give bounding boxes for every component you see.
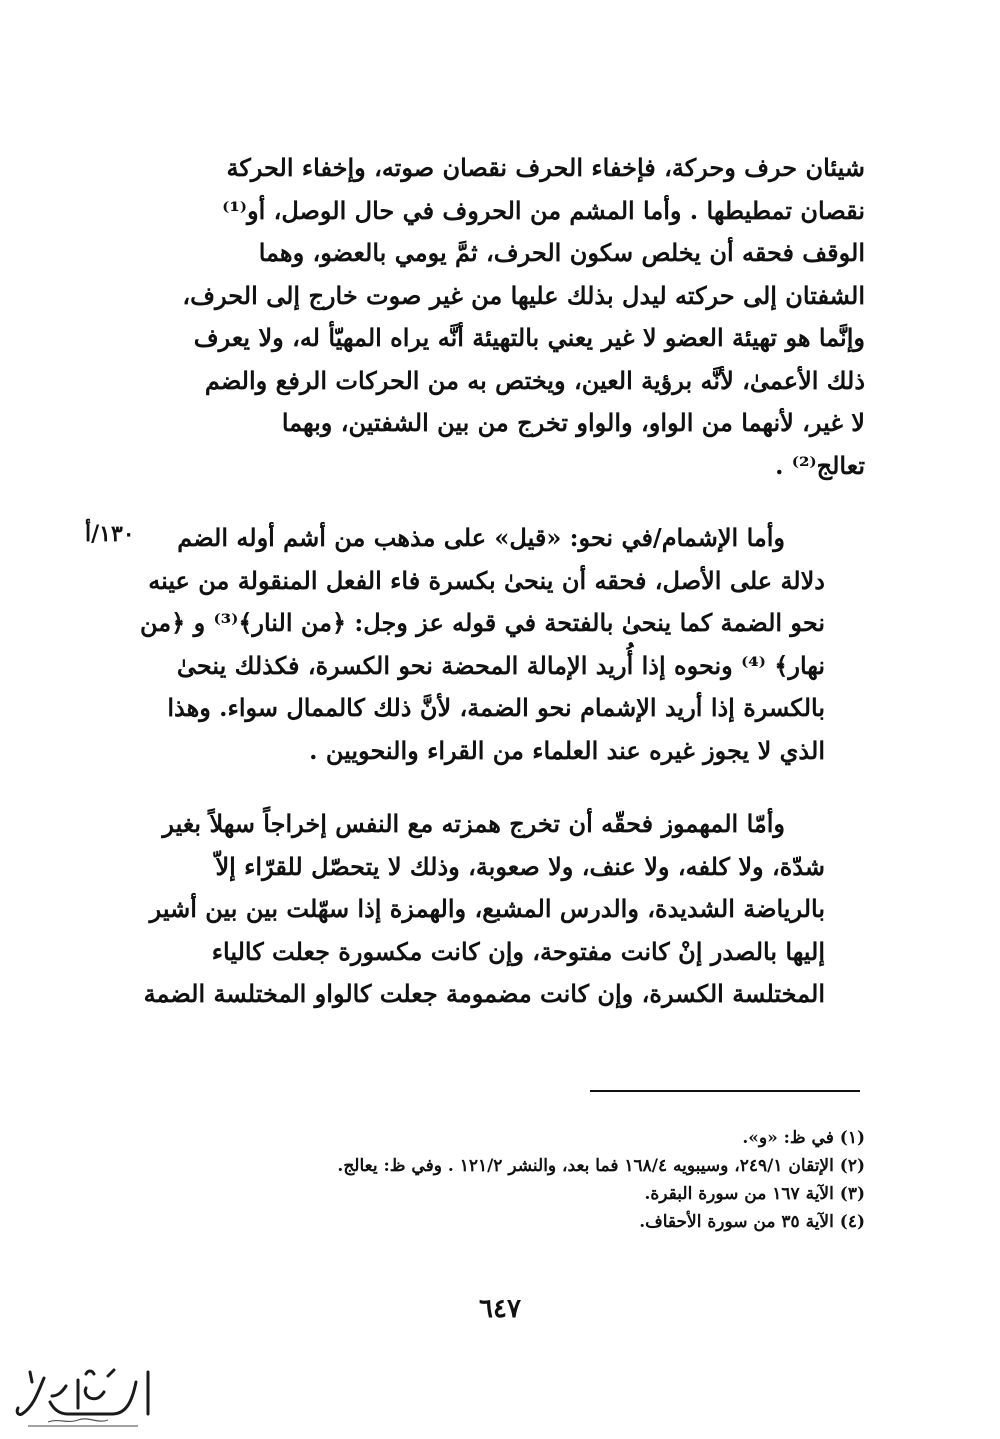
text-line: وأمّا المهموز فحقّه أن تخرج همزته مع النفس إخراجاً سهلاً بغير [162, 809, 785, 838]
text-line: إليها بالصدر إنْ كانت مفتوحة، وإن كانت مكسورة جعلت كالياء [211, 936, 825, 966]
page-number: ٦٤٧ [479, 1294, 521, 1324]
footnote-2: (٢) الإتقان ٢٤٩/١، وسيبويه ١٦٨/٤ فما بعد، والنشر ١٢١/٢ . وفي ظ: يعالج. [337, 1156, 865, 1176]
footnote-4: (٤) الآية ٣٥ من سورة الأحقاف. [639, 1212, 865, 1232]
text-line: لا غير، لأنهما من الواو، والواو تخرج من بين الشفتين، وبهما [281, 408, 865, 437]
paragraph-2 [140, 517, 865, 772]
text-line: شيئان حرف وحركة، فإخفاء الحرف نقصان صوته، وإخفاء الحركة [226, 153, 865, 182]
footnote-3: (٣) الآية ١٦٧ من سورة البقرة. [644, 1184, 865, 1204]
text-line: تعالج⁽²⁾ . [775, 450, 865, 480]
margin-manuscript-reference: ١٣٠/أ [85, 521, 135, 547]
text-line: ذلك الأعمىٰ، لأنَّه برؤية العين، ويختص به من الحركات الرفع والضم [204, 365, 865, 395]
text-line: نهار﴾ ⁽⁴⁾ ونحوه إذا أُريد الإمالة المحضة نحو الكسرة، فكذلك ينحىٰ [176, 650, 825, 680]
watermark-logo [8, 1352, 158, 1434]
footnote-1: (١) في ظ: «و». [742, 1128, 865, 1148]
text-line: المختلسة الكسرة، وإن كانت مضمومة جعلت كالواو المختلسة الضمة [143, 979, 825, 1008]
calligraphy-logo-icon [8, 1352, 158, 1434]
footnotes [165, 1124, 865, 1236]
text-line: نحو الضمة كما ينحىٰ بالفتحة في قوله عز وجل: ﴿من النار﴾⁽³⁾ و ﴿من [140, 608, 825, 637]
text-line: وإنَّما هو تهيئة العضو لا غير يعني بالتهيئة أنَّه يراه المهيّأ له، ولا يعرف [193, 323, 865, 352]
footnote-divider [590, 1090, 860, 1092]
text-line: الشفتان إلى حركته ليدل بذلك عليها من غير صوت خارج إلى الحرف، [182, 280, 865, 310]
paragraph-3 [143, 803, 865, 1016]
text-line: وأما الإشمام/في نحو: «قيل» على مذهب من أشم أوله الضم [177, 523, 785, 552]
text-line: بالرياضة الشديدة، والدرس المشبع، والهمزة إذا سهّلت بين بين أشير [149, 894, 825, 923]
text-line: بالكسرة إذا أريد الإشمام نحو الضمة، لأنَّ ذلك كالممال سواء. وهذا [167, 693, 825, 722]
text-line: دلالة على الأصل، فحقه أن ينحىٰ بكسرة فاء الفعل المنقولة من عينه [148, 565, 825, 595]
text-line: الوقف فحقه أن يخلص سكون الحرف، ثمَّ يومي بالعضو، وهما [258, 238, 865, 267]
text-line: نقصان تمطيطها . وأما المشم من الحروف في حال الوصل، أو⁽¹⁾ [222, 195, 865, 225]
text-line: شدّة، ولا كلفه، ولا عنف، ولا صعوبة، وذلك لا يتحصّل للقرّاء إلاّ [215, 851, 825, 881]
paragraph-1 [165, 147, 865, 487]
text-line: الذي لا يجوز غيره عند العلماء من القراء والنحويين . [309, 735, 825, 765]
